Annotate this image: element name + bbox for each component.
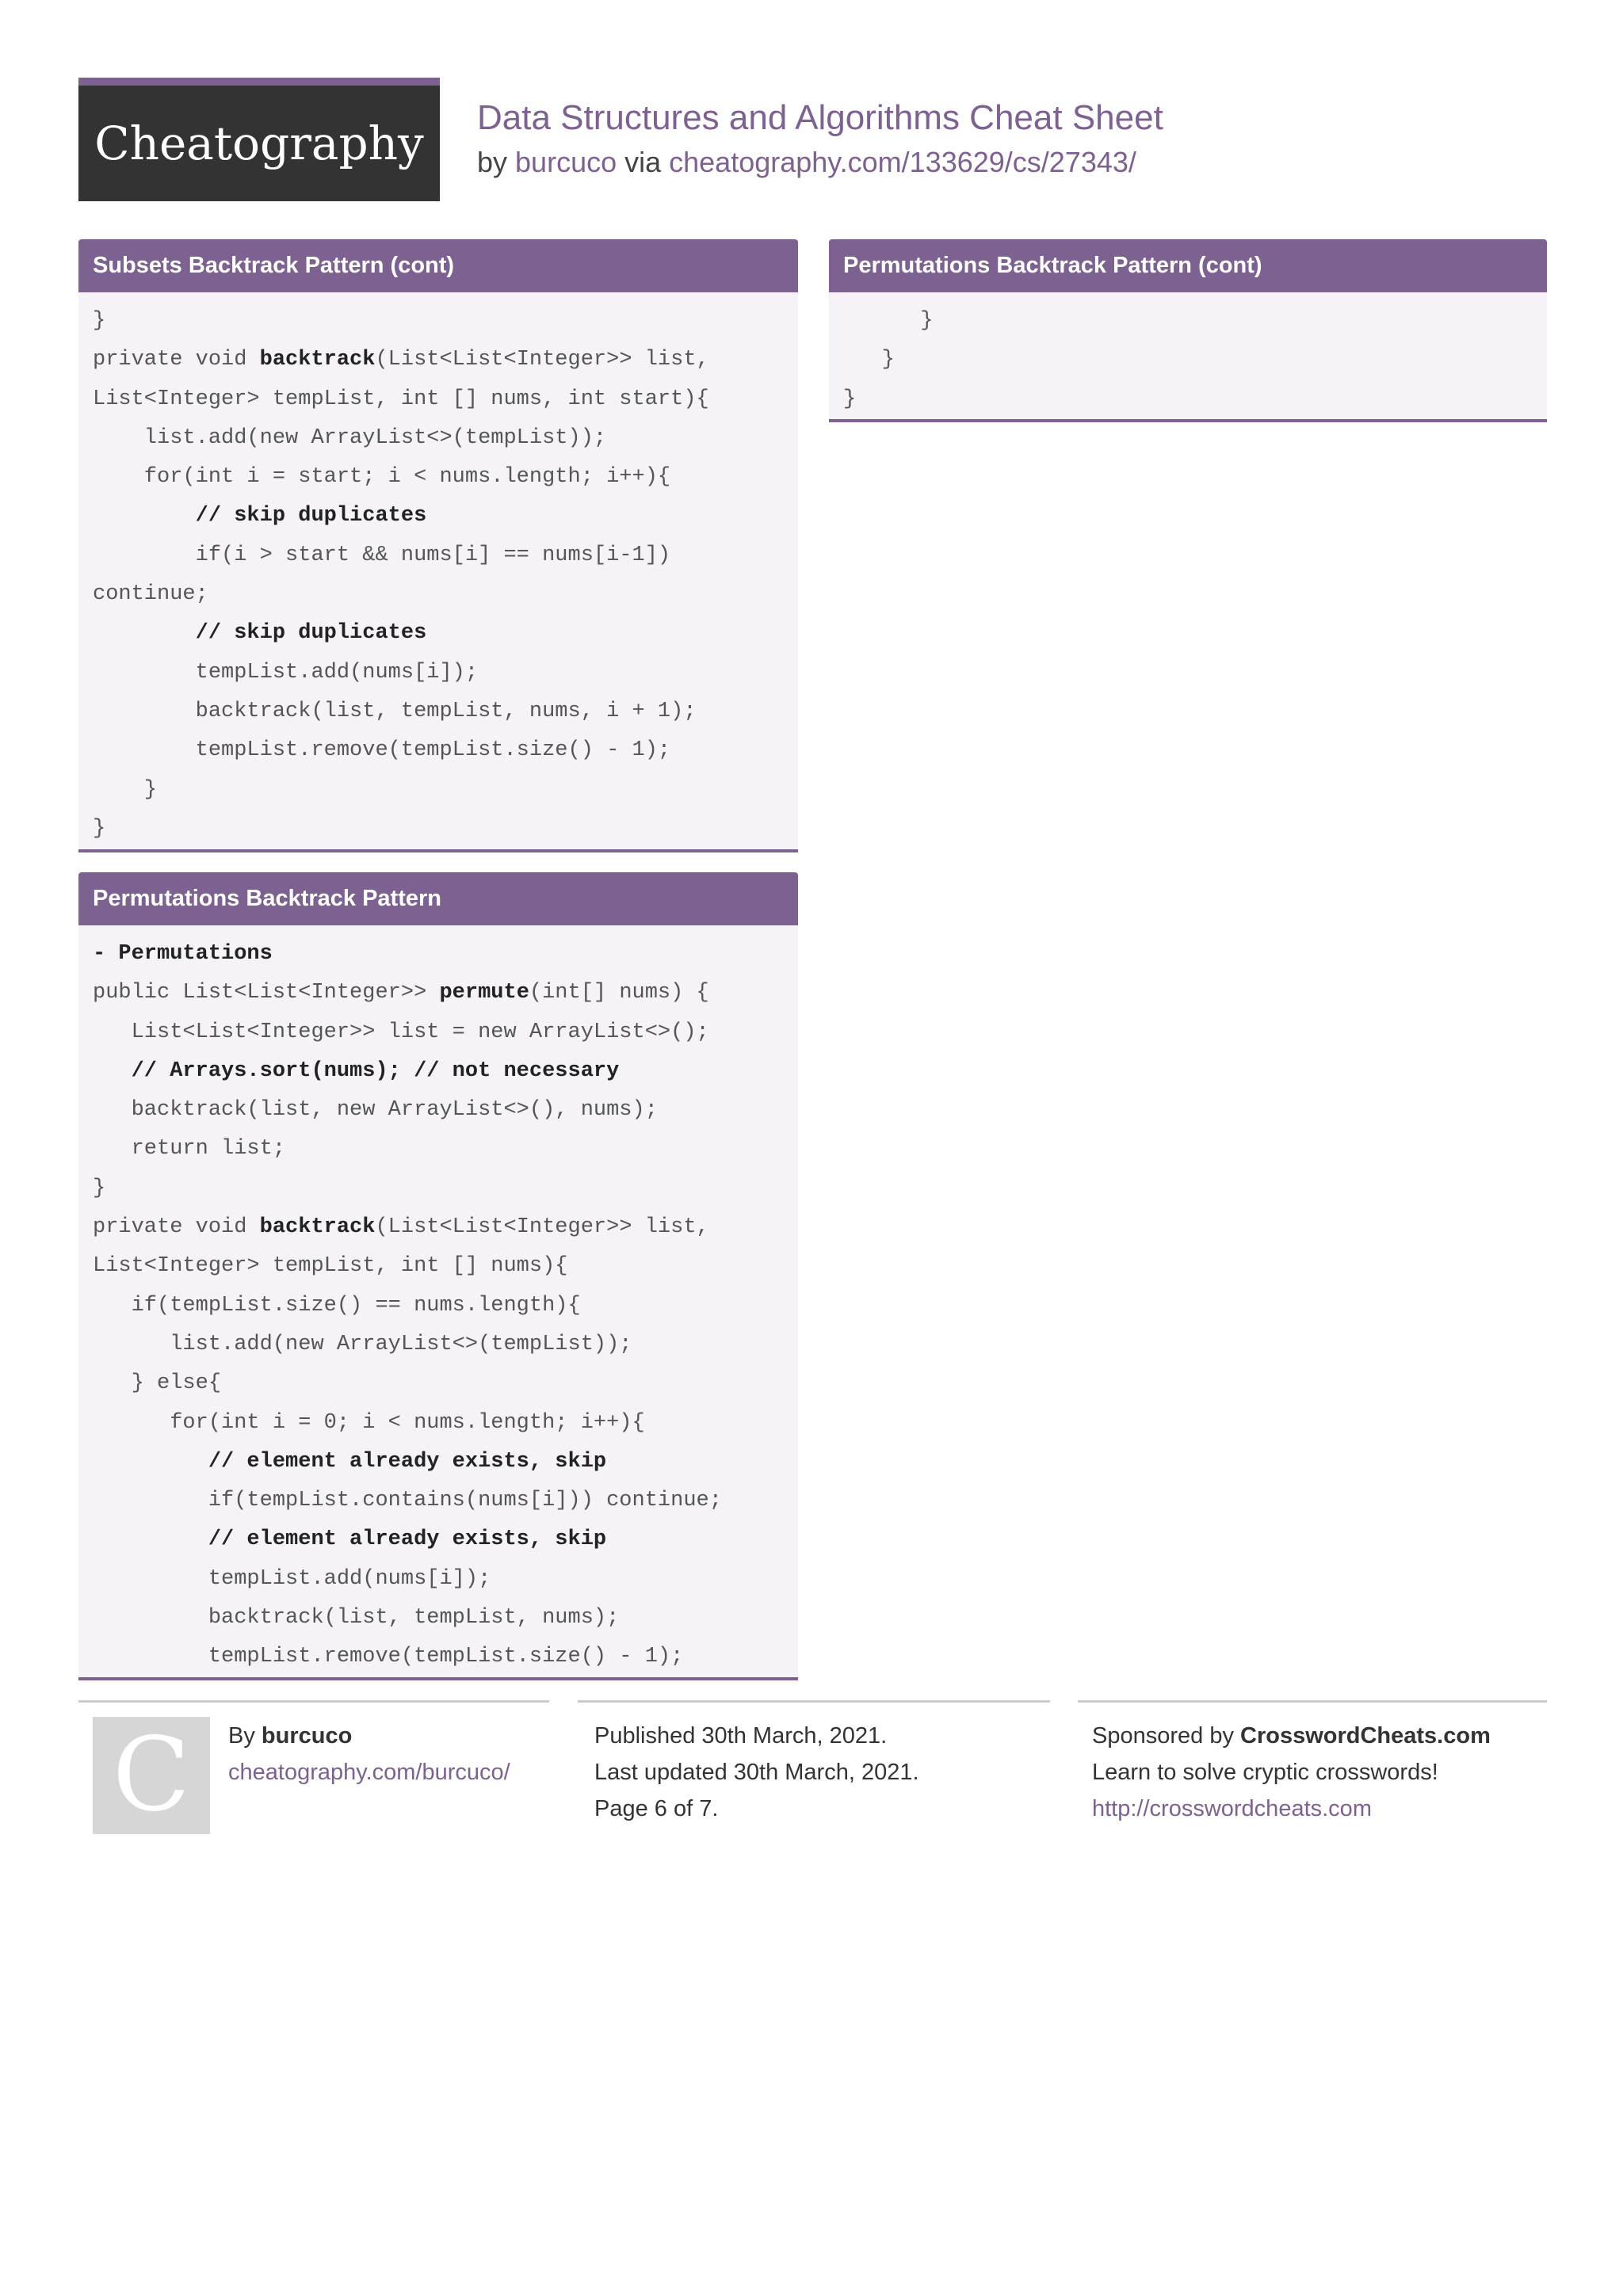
code-line: }	[843, 387, 857, 411]
footer-divider	[78, 1700, 549, 1703]
code-line: tempList.remove(tempList.size() - 1);	[93, 1645, 684, 1669]
code-line: continue;	[93, 582, 208, 607]
code-line: }	[93, 1176, 106, 1200]
code-line: backtrack(list, new ArrayList<>(), nums);	[93, 1098, 658, 1123]
code-block	[78, 292, 798, 849]
updated-date: Last updated 30th March, 2021.	[594, 1760, 919, 1785]
logo-text: Cheatography	[94, 116, 424, 170]
avatar-letter: C	[113, 1716, 190, 1834]
sponsored-prefix: Sponsored by	[1092, 1723, 1241, 1749]
method-name: backtrack	[259, 348, 376, 372]
code-comment: // element already exists, skip	[93, 1527, 607, 1552]
by-label: By	[228, 1723, 262, 1749]
code-line: tempList.remove(tempList.size() - 1);	[93, 738, 671, 763]
code-line: for(int i = start; i < nums.length; i++){	[93, 465, 671, 490]
code-line: }	[843, 309, 934, 333]
footer-author	[228, 1718, 352, 1754]
sponsor-line	[1092, 1718, 1491, 1754]
code-comment: // element already exists, skip	[93, 1449, 607, 1474]
code-comment: - Permutations	[93, 942, 273, 966]
code-line: backtrack(list, tempList, nums);	[93, 1606, 620, 1630]
code-line: if(tempList.size() == nums.length){	[93, 1293, 581, 1318]
section-title: Permutations Backtrack Pattern (cont)	[829, 239, 1547, 292]
page-title: Data Structures and Algorithms Cheat Sheet	[477, 98, 1163, 137]
code-comment: // skip duplicates	[93, 504, 427, 528]
footer-author-link[interactable]: cheatography.com/burcuco/	[228, 1760, 510, 1785]
code-line: list.add(new ArrayList<>(tempList));	[93, 1332, 632, 1356]
method-name: permute	[439, 981, 529, 1005]
code-line: }	[93, 816, 106, 841]
author-link[interactable]: burcuco	[515, 146, 617, 178]
code-line: private void backtrack(List<List<Integer>> list,	[93, 348, 709, 372]
code-block	[829, 292, 1547, 419]
code-comment: // skip duplicates	[93, 621, 427, 646]
sponsor-url-row	[1092, 1791, 1372, 1827]
code-line: } else{	[93, 1371, 222, 1396]
sheet-url-link[interactable]: cheatography.com/133629/cs/27343/	[669, 146, 1136, 178]
permutations-backtrack-cont-section	[829, 239, 1547, 422]
sponsor-name: CrosswordCheats.com	[1240, 1723, 1491, 1749]
sponsor-link[interactable]: http://crosswordcheats.com	[1092, 1796, 1372, 1821]
code-line: backtrack(list, tempList, nums, i + 1);	[93, 699, 697, 723]
footer-author-link-row	[228, 1754, 510, 1791]
section-title: Permutations Backtrack Pattern	[78, 872, 798, 925]
code-line: List<Integer> tempList, int [] nums){	[93, 1254, 568, 1279]
code-line: List<List<Integer>> list = new ArrayList<>();	[93, 1020, 709, 1044]
permutations-backtrack-section	[78, 872, 798, 1680]
code-block	[78, 925, 798, 1677]
code-line: if(i > start && nums[i] == nums[i-1])	[93, 543, 671, 567]
code-line: return list;	[93, 1137, 286, 1161]
code-line: List<Integer> tempList, int [] nums, int start){	[93, 387, 709, 411]
published-date: Published 30th March, 2021.	[594, 1723, 888, 1749]
code-line: public List<List<Integer>> permute(int[] nums) {	[93, 981, 709, 1005]
code-line: tempList.add(nums[i]);	[93, 660, 479, 685]
method-name: backtrack	[259, 1215, 376, 1240]
byline	[477, 146, 1136, 179]
footer-author-name: burcuco	[261, 1723, 353, 1749]
subsets-backtrack-cont-section	[78, 239, 798, 852]
code-line: list.add(new ArrayList<>(tempList));	[93, 425, 607, 450]
code-line: }	[93, 309, 106, 333]
section-title: Subsets Backtrack Pattern (cont)	[78, 239, 798, 292]
sponsor-tagline: Learn to solve cryptic crosswords!	[1092, 1760, 1438, 1785]
code-line: }	[93, 777, 158, 802]
footer-divider	[1078, 1700, 1547, 1703]
code-comment: // Arrays.sort(nums); // not necessary	[93, 1058, 620, 1083]
by-prefix: by	[477, 146, 516, 178]
code-line: }	[843, 348, 895, 372]
code-line: tempList.add(nums[i]);	[93, 1566, 491, 1591]
code-line: private void backtrack(List<List<Integer>> list,	[93, 1215, 709, 1240]
code-line: for(int i = 0; i < nums.length; i++){	[93, 1410, 645, 1435]
author-avatar[interactable]	[93, 1717, 210, 1834]
page-number: Page 6 of 7.	[594, 1796, 719, 1821]
footer-divider	[578, 1700, 1050, 1703]
code-line: if(tempList.contains(nums[i])) continue;	[93, 1489, 722, 1513]
cheatography-logo[interactable]	[78, 78, 440, 201]
via-text: via	[617, 146, 670, 178]
